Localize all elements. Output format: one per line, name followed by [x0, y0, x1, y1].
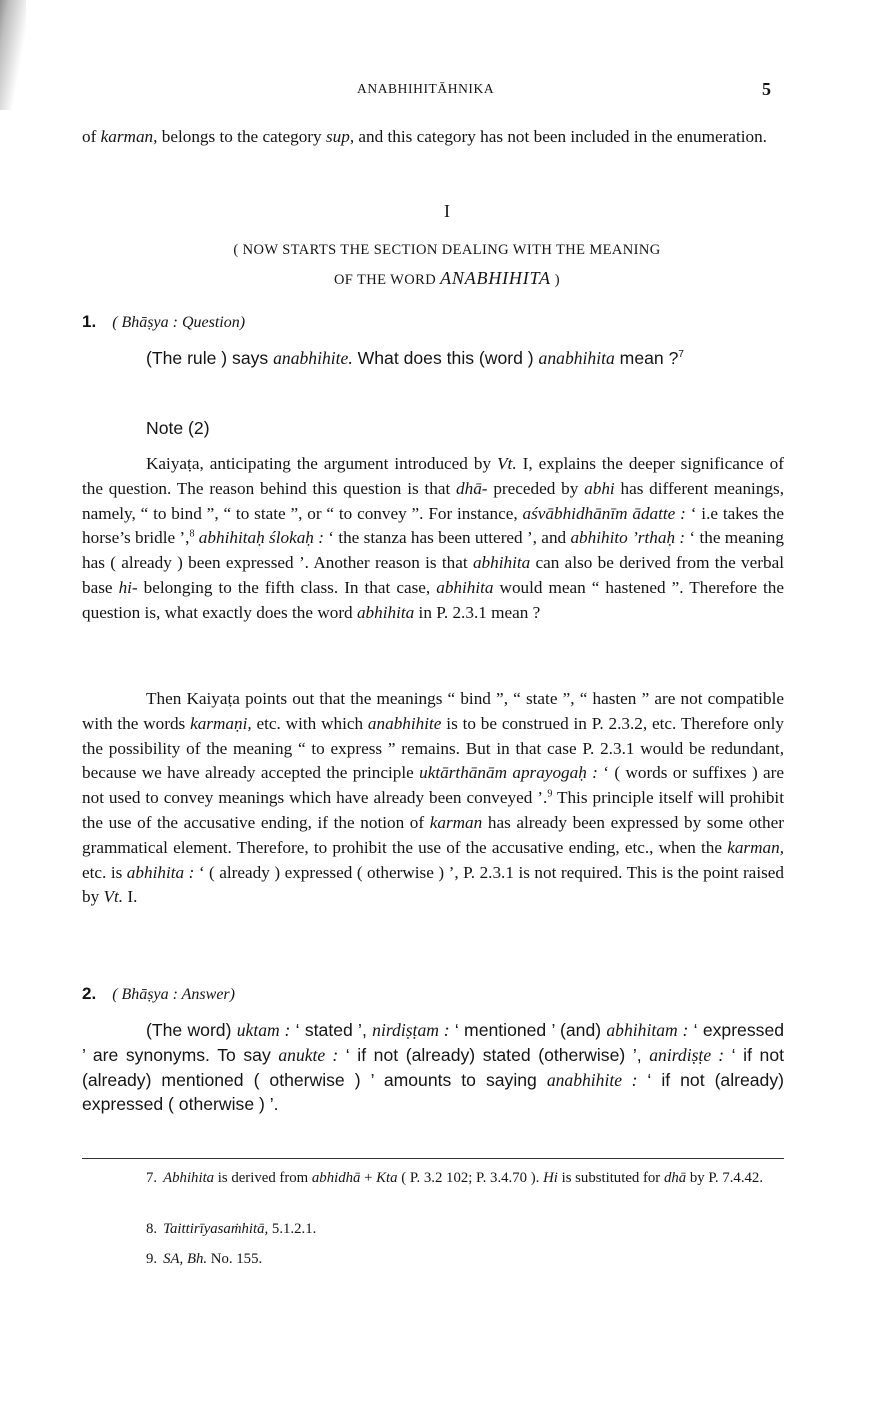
- running-head: ANABHIHITĀHNIKA: [357, 81, 495, 96]
- bhasya-2-text: (The word) uktam : ‘ stated ’, nirdiṣṭam : ‘ mentioned ’ (and) abhihitam : ‘ expressed ’ are synonyms. To say anukte : ‘ if not (already) stated (otherwise) ’, anirdiṣṭe : ‘ if not (already) mentioned ( otherwise ) ’ amounts to saying anabhihite : ‘ if not (already) expressed ( otherwise ) ’.: [82, 1020, 785, 1115]
- footnote-7: 7. Abhihita is derived from abhidhā + Kta ( P. 3.2 102; P. 3.4.70 ). Hi is substituted for dhā by P. 7.4.42.: [146, 1170, 764, 1186]
- footnote-9: 9. SA, Bh. No. 155.: [146, 1251, 263, 1267]
- section-title-line-1: ( NOW STARTS THE SECTION DEALING WITH THE MEANING: [233, 242, 661, 258]
- kaiyata-paragraph-2: Then Kaiyaṭa points out that the meanings “ bind ”, “ state ”, “ hasten ” are not compatible with the words karmaṇi, etc. with which anabhihite is to be construed in P. 2.3.2, etc. Therefore only the possibility of the meaning “ to express ” remains. But in that case P. 2.3.1 would be redundant, because we have already accepted the principle uktārthānām aprayogaḥ : ‘ ( words or suffixes ) are not used to convey meanings which have already been conveyed ’.$^9$ This principle itself will prohibit the use of the accusative ending, if the notion of karman has already been expressed by some other grammatical element. Therefore, to prohibit the use of the accusative ending, etc., when the karman, etc. is abhihita : ‘ ( already ) expressed ( otherwise ) ’, P. 2.3.1 is not required. This is the point raised by Vt. I.: [82, 689, 785, 907]
- footnote-8: 8. Taittirīyasaṁhitā, 5.1.2.1.: [146, 1221, 317, 1237]
- section-numeral: I: [444, 201, 450, 221]
- bhasya-1-text: (The rule ) says anabhihite. What does this (word ) anabhihita mean ?$^7$: [146, 348, 684, 368]
- footnote-rule: [82, 1158, 784, 1159]
- bhasya-2-heading: 2. ( Bhāṣya : Answer): [82, 984, 235, 1003]
- intro-paragraph: of karman, belongs to the category sup, and this category has not been included in the enumeration.: [82, 127, 767, 146]
- page-number: 5: [762, 79, 771, 99]
- kaiyata-paragraph-1: Kaiyaṭa, anticipating the argument introduced by Vt. I, explains the deeper significance of the question. The reason behind this question is that dhā- preceded by abhi has different meanings, namely, “ to bind ”, “ to state ”, or “ to convey ”. For instance, aśvābhidhānīm ādatte : ‘ i.e takes the horse’s bridle ’,$^8$ abhihitaḥ ślokaḥ : ‘ the stanza has been uttered ’, and abhihito ’rthaḥ : ‘ the meaning has ( already ) been expressed ’. Another reason is that abhihita can also be derived from the verbal base hi- belonging to the fifth class. In that case, abhihita would mean “ hastened ”. Therefore the question is, what exactly does the word abhihita in P. 2.3.1 mean ?: [82, 454, 784, 622]
- note-label: Note (2): [146, 418, 210, 438]
- scan-edge-shadow: [0, 0, 26, 110]
- bhasya-1-heading: 1. ( Bhāṣya : Question): [82, 312, 246, 331]
- section-title-line-2: OF THE WORD ANABHIHITA ): [333, 268, 561, 288]
